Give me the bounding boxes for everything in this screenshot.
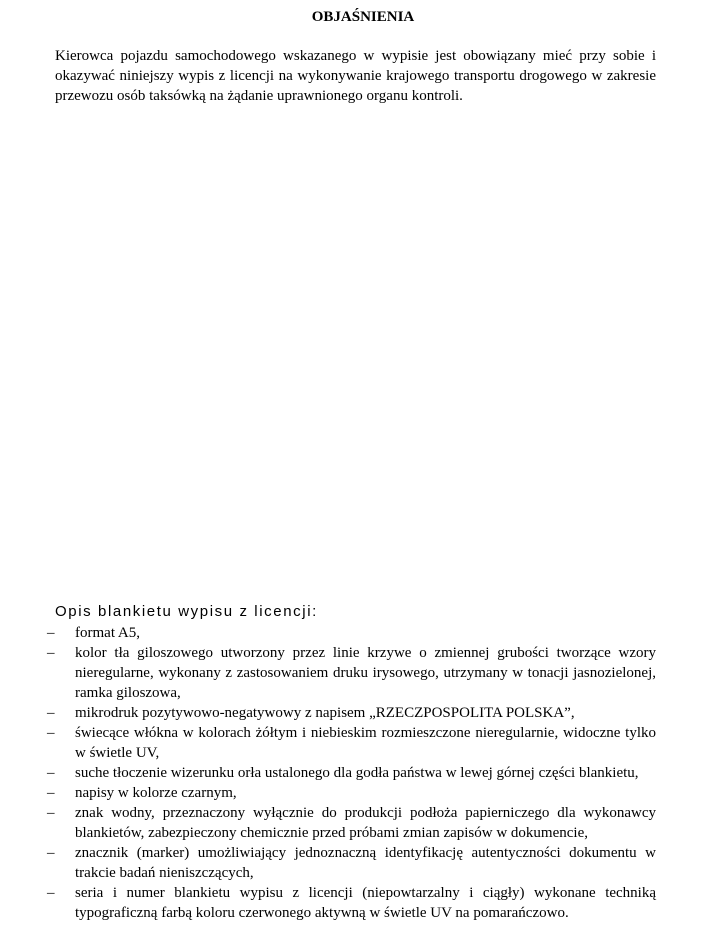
list-item [0, 763, 656, 783]
list-item-text: świecące włókna w kolorach żółtym i niebieskim rozmieszczone nieregularnie, widoczne tylko w świetle UV, [75, 725, 656, 761]
page-title: OBJAŚNIENIA [311, 9, 415, 25]
specification-heading: Opis blankietu wypisu z licencji: [55, 603, 318, 620]
list-item [0, 883, 656, 923]
list-item-text: napisy w kolorze czarnym, [75, 785, 237, 801]
list-item-text: seria i numer blankietu wypisu z licencji (niepowtarzalny i ciągły) wykonane techniką typograficzną farbą koloru czerwonego aktywną w świetle UV na pomarańczowo. [75, 885, 656, 921]
dash-bullet: – [47, 705, 55, 721]
intro-paragraph: Kierowca pojazdu samochodowego wskazanego w wypisie jest obowiązany mieć przy sobie i okazywać niniejszy wypis z licencji na wykonywanie krajowego transportu drogowego w zakresie przewozu osób taksówką na żądanie uprawnionego organu kontroli. [55, 48, 656, 104]
dash-bullet: – [47, 845, 55, 861]
list-item [0, 723, 656, 763]
dash-bullet: – [47, 725, 55, 741]
list-item [0, 783, 656, 803]
list-item-text: znacznik (marker) umożliwiający jednoznaczną identyfikację autentyczności dokumentu w trakcie badań nieniszczących, [75, 845, 656, 881]
list-item [0, 803, 656, 843]
list-item-text: suche tłoczenie wizerunku orła ustalonego dla godła państwa w lewej górnej części blankietu, [75, 765, 639, 781]
list-item [0, 843, 656, 883]
dash-bullet: – [47, 885, 55, 901]
specification-list [0, 623, 726, 923]
list-item [0, 623, 656, 643]
dash-bullet: – [47, 765, 55, 781]
list-item-text: mikrodruk pozytywowo-negatywowy z napisem „RZECZPOSPOLITA POLSKA”, [75, 705, 575, 721]
list-item-text: kolor tła giloszowego utworzony przez linie krzywe o zmiennej grubości tworzące wzory nieregularne, wykonany z zastosowaniem druku irysowego, utrzymany w tonacji jasnozielonej, ramka giloszowa, [75, 645, 656, 701]
dash-bullet: – [47, 645, 55, 661]
list-item-text: znak wodny, przeznaczony wyłącznie do produkcji podłoża papierniczego dla wykonawcy blankietów, zabezpieczony chemicznie przed próbami zmian zapisów w dokumencie, [75, 805, 656, 841]
dash-bullet: – [47, 805, 55, 821]
dash-bullet: – [47, 785, 55, 801]
list-item [0, 703, 656, 723]
list-item [0, 643, 656, 703]
dash-bullet: – [47, 625, 55, 641]
list-item-text: format A5, [75, 625, 140, 641]
